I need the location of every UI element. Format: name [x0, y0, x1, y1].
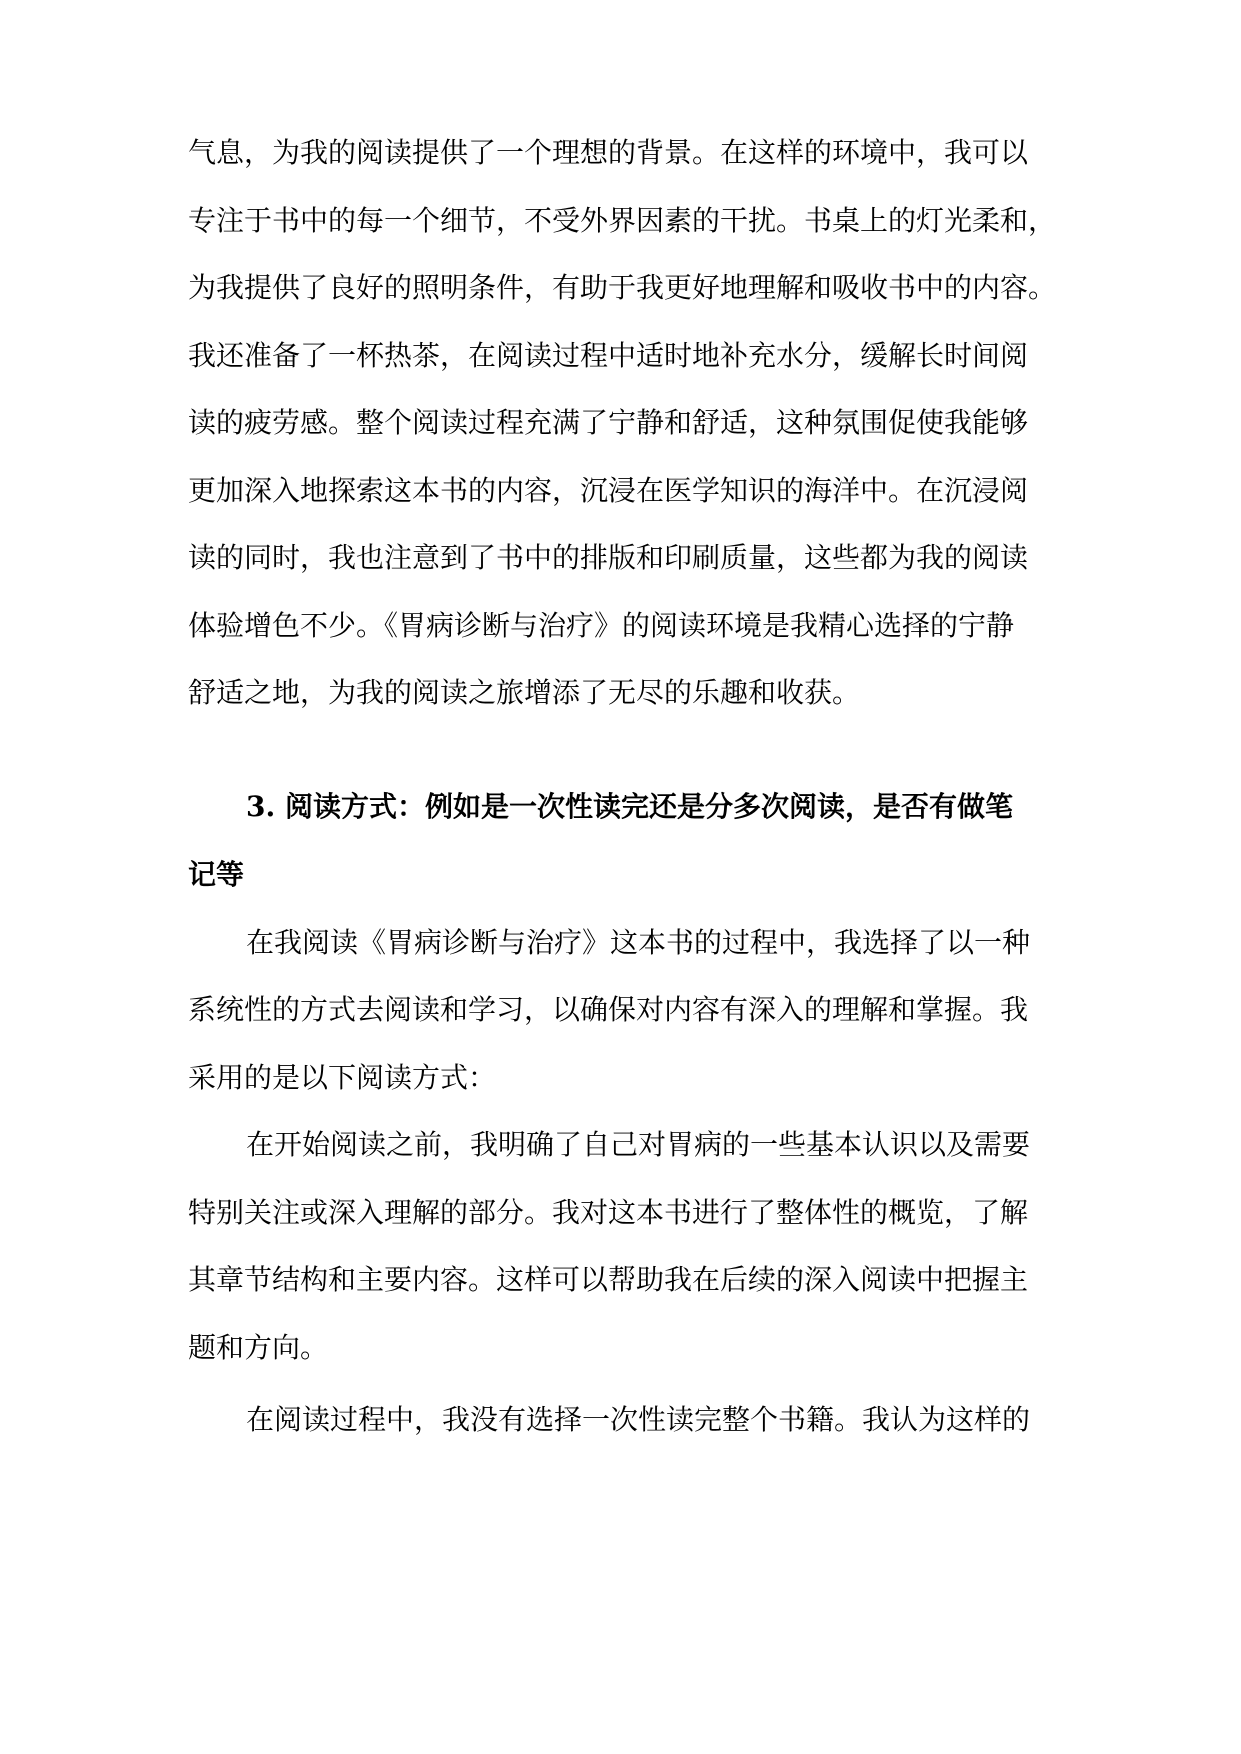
text-line: 专注于书中的每一个细节，不受外界因素的干扰。书桌上的灯光柔和， — [188, 204, 1057, 237]
text-line: 题和方向。 — [188, 1331, 329, 1364]
heading-line: 3. 阅读方式：例如是一次性读完还是分多次阅读，是否有做笔 — [246, 790, 1013, 823]
text-line: 采用的是以下阅读方式： — [188, 1061, 497, 1094]
text-line: 特别关注或深入理解的部分。我对这本书进行了整体性的概览，了解 — [188, 1196, 1029, 1229]
text-line: 在开始阅读之前，我明确了自己对胃病的一些基本认识以及需要 — [246, 1128, 1031, 1161]
text-line: 更加深入地探索这本书的内容，沉浸在医学知识的海洋中。在沉浸阅 — [188, 474, 1029, 507]
text-line: 读的疲劳感。整个阅读过程充满了宁静和舒适，这种氛围促使我能够 — [188, 406, 1029, 439]
text-line: 其章节结构和主要内容。这样可以帮助我在后续的深入阅读中把握主 — [188, 1263, 1029, 1296]
heading-line: 记等 — [188, 858, 245, 891]
text-line: 我还准备了一杯热茶，在阅读过程中适时地补充水分，缓解长时间阅 — [188, 339, 1029, 372]
text-line: 在我阅读《胃病诊断与治疗》这本书的过程中，我选择了以一种 — [246, 926, 1031, 959]
text-line: 系统性的方式去阅读和学习，以确保对内容有深入的理解和掌握。我 — [188, 993, 1029, 1026]
text-line: 舒适之地，为我的阅读之旅增添了无尽的乐趣和收获。 — [188, 676, 861, 709]
text-line: 气息，为我的阅读提供了一个理想的背景。在这样的环境中，我可以 — [188, 136, 1029, 169]
text-line: 在阅读过程中，我没有选择一次性读完整个书籍。我认为这样的 — [246, 1403, 1031, 1436]
text-line: 为我提供了良好的照明条件，有助于我更好地理解和吸收书中的内容。 — [188, 271, 1057, 304]
text-line: 体验增色不少。《胃病诊断与治疗》的阅读环境是我精心选择的宁静 — [188, 609, 1015, 642]
text-line: 读的同时，我也注意到了书中的排版和印刷质量，这些都为我的阅读 — [188, 541, 1029, 574]
